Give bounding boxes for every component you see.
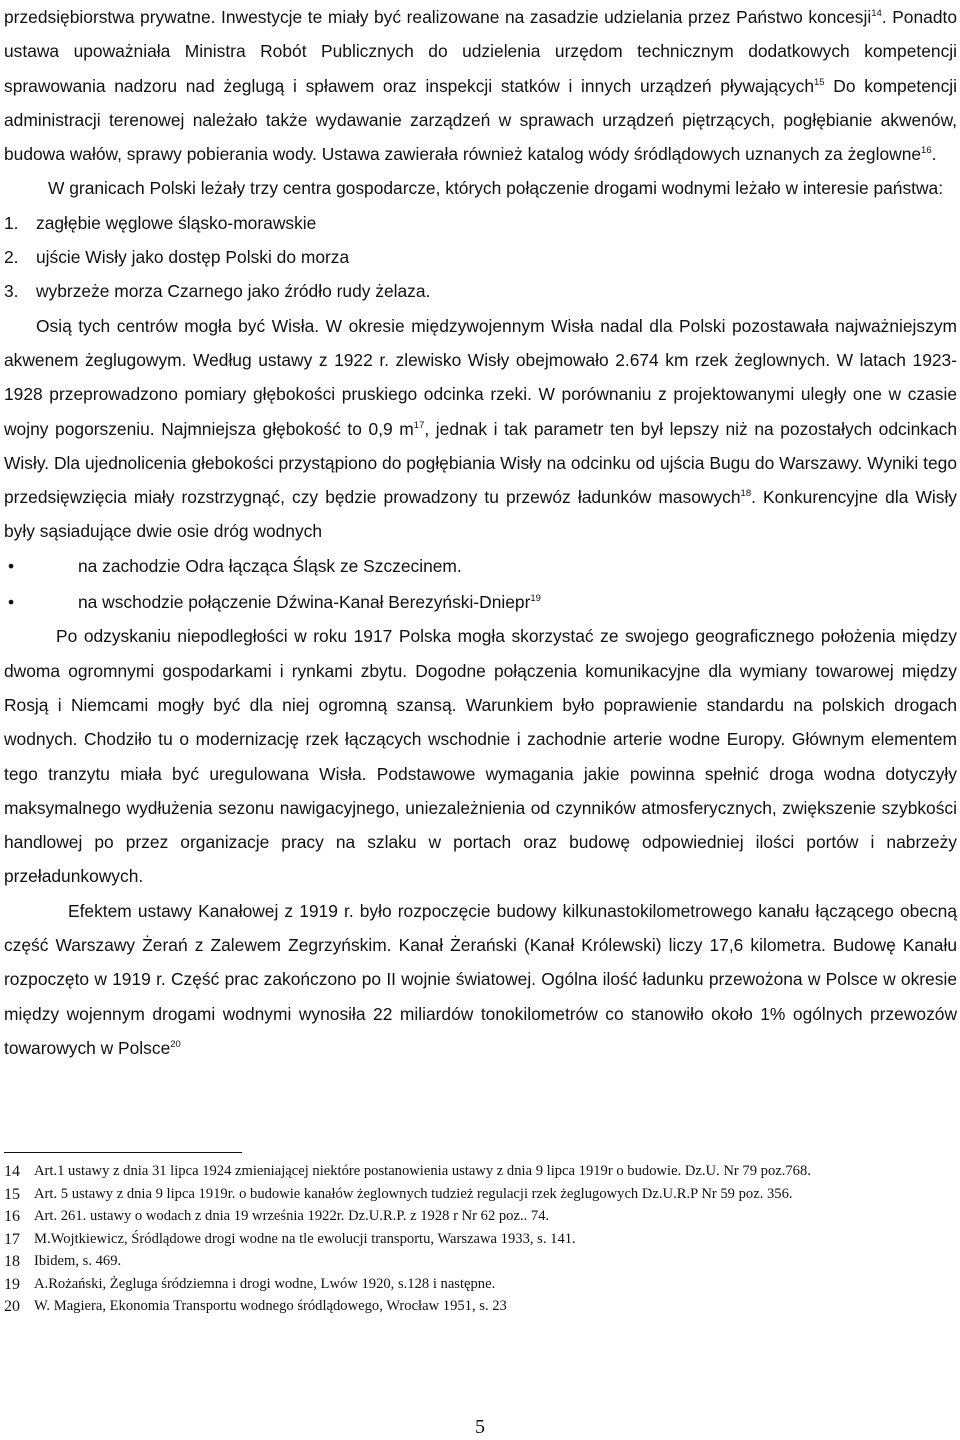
paragraph-text: .	[931, 144, 937, 165]
paragraph-text: . Konkurencyjne dla Wisły były sąsiadujące dwie osie dróg wodnych	[4, 487, 958, 542]
footnote-text: M.Wojtkiewicz, Śródlądowe drogi wodne na tle ewolucji transportu, Warszawa 1933, s. 141.	[34, 1230, 576, 1247]
bullet-item	[4, 585, 957, 619]
footnote-ref-19[interactable]: 19	[530, 593, 541, 605]
bullet-text: na zachodzie Odra łącząca Śląsk ze Szczecinem.	[78, 555, 462, 576]
paragraph-text: przedsiębiorstwa prywatne. Inwestycje te miały być realizowane na zasadzie udzielania przez Państwo koncesji	[4, 7, 872, 27]
footnote-text: W. Magiera, Ekonomia Transportu wodnego śródlądowego, Wrocław 1951, s. 23	[34, 1298, 507, 1314]
list-number: 2.	[4, 247, 19, 268]
footnote-number: 20	[4, 1298, 20, 1315]
paragraph-4: Po odzyskaniu niepodległości w roku 1917 Polska mogła skorzystać ze swojego geograficznego położenia między dwoma ogromnymi gospodarkami i rynkami zbytu. Dogodne połączenia komunikacyjne dla wymiany towarowej między Rosją i Niemcami mogły być dla niej ogromną szansą. Warunkiem było poprawienie standardu na polskich drogach wodnych. Chodziło tu o modernizację rzek łączących wschodnie i zachodnie arterie wodne Europy. Głównym elementem tego tranzytu miała być uregulowana Wisła. Podstawowe wymagania jakie powinna spełnić droga wodna dotyczyły maksymalnego wydłużenia sezonu nawigacyjnego, uniezależnienia od czynników atmosferycznych, zwiększenie szybkości handlowej po przez organizacje pracy na szlaku w portach oraz budowę odpowiedniej ilości portów i nabrzeży przeładunkowych.	[4, 626, 957, 887]
footnote-ref-20[interactable]: 20	[170, 1038, 181, 1050]
paragraph-text: Osią tych centrów mogła być Wisła. W okresie międzywojennym Wisła nadal dla Polski pozostawała najważniejszym akwenem żeglugowym. Według ustawy z 1922 r. zlewisko Wisły obejmowało 2.674 km rzek żeglownych. W latach 1923-1928 przeprowadzono pomiary głębokości pruskiego odcinka rzeki. W porównaniu z projektowanymi uległy one w czasie wojny pogorszeniu. Najmniejsza głębokość to 0,9 m	[4, 315, 957, 439]
footnote-text: Art.1 ustawy z dnia 31 lipca 1924 zmieniającej niektóre postanowienia ustawy z dnia 9 lipca 1919r o budowie. Dz.U. Nr 79 poz.768.	[34, 1163, 811, 1179]
list-item-text: wybrzeże morza Czarnego jako źródło rudy żelaza.	[36, 281, 431, 302]
footnote-number: 18	[4, 1253, 20, 1270]
footnote-15	[4, 1185, 956, 1205]
footnote-ref-17[interactable]: 17	[413, 419, 425, 431]
footnote-number: 14	[4, 1163, 20, 1180]
footnote-20	[4, 1297, 956, 1317]
paragraph-text: . Ponadto ustawa upoważniała Ministra Robót Publicznych do udzielenia urzędom technicznym dodatkowych kompetencji sprawowania nadzoru nad żeglugą i spławem oraz inspekcji statków i innych urządzeń pływających	[4, 7, 957, 96]
list-item-text: zagłębie węglowe śląsko-morawskie	[36, 212, 317, 233]
paragraph-text: Do kompetencji administracji terenowej należało także wydawanie zarządzeń w sprawach urządzeń piętrzących, pogłębianie akwenów, budowa wałów, sprawy pobierania wody. Ustawa zawierała również katalog wódy śródlądowych uznanych za żeglowne	[4, 75, 957, 165]
footnote-18	[4, 1252, 956, 1272]
footnote-number: 17	[4, 1230, 20, 1248]
footnote-text: A.Rożański, Żegluga śródziemna i drogi wodne, Lwów 1920, s.128 i następne.	[34, 1275, 496, 1292]
list-item	[4, 274, 957, 308]
footnote-ref-15[interactable]: 15	[814, 76, 825, 88]
list-item	[4, 240, 957, 274]
paragraph-3	[4, 309, 957, 549]
page-number: 5	[475, 1416, 485, 1438]
footnote-number: 15	[4, 1185, 20, 1203]
paragraph-1	[4, 0, 957, 171]
footnote-number: 19	[4, 1275, 20, 1293]
footnote-ref-14[interactable]: 14	[871, 8, 882, 19]
body-text	[4, 0, 957, 1065]
footnote-17	[4, 1230, 956, 1250]
list-item-text: ujście Wisły jako dostęp Polski do morza	[36, 247, 350, 268]
paragraph-text: , jednak i tak parametr ten był lepszy niż na pozostałych odcinkach Wisły. Dla ujednolicenia głebokości przystąpiono do pogłębiania Wisły na odcinku od ujścia Bugu do Warszawy. Wyniki tego przedsięwzięcia miały rozstrzygnąć, czy będzie prowadzony tu przewóz ładunków masowych	[4, 418, 957, 508]
footnote-text: Art. 261. ustawy o wodach z dnia 19 września 1922r. Dz.U.R.P. z 1928 r Nr 62 poz.. 74.	[34, 1208, 550, 1224]
footnote-text: Ibidem, s. 469.	[34, 1253, 122, 1269]
paragraph-text: Efektem ustawy Kanałowej z 1919 r. było rozpoczęcie budowy kilkunastokilometrowego kanału łączącego obecną część Warszawy Żerań z Zalewem Zegrzyńskim. Kanał Żerański (Kanał Królewski) liczy 17,6 kilometra. Budowę Kanału rozpoczęto w 1919 r. Część prac zakończono po II wojnie światowej. Ogólna ilość ładunku przewożona w Polsce w okresie między wojennym drogami wodnymi wynosiła 22 miliardów tonokilometrów co stanowiło około 1% ogólnych przewozów towarowych w Polsce	[4, 900, 957, 1058]
bullet-icon: •	[8, 592, 15, 613]
footnote-divider	[4, 1152, 242, 1153]
footnote-number: 16	[4, 1208, 20, 1225]
bullet-icon: •	[8, 555, 15, 576]
paragraph-2: W granicach Polski leżały trzy centra gospodarcze, których połączenie drogami wodnymi leżało w interesie państwa:	[48, 178, 944, 199]
paragraph-5	[4, 894, 957, 1065]
list-item	[4, 206, 957, 240]
footnote-19	[4, 1275, 956, 1295]
list-number: 1.	[4, 212, 19, 233]
footnote-ref-16[interactable]: 16	[921, 145, 932, 157]
footnote-text: Art. 5 ustawy z dnia 9 lipca 1919r. o budowie kanałów żeglownych tudzież regulacji rzek żeglugowych Dz.U.R.P Nr 59 poz. 356.	[34, 1185, 793, 1202]
list-number: 3.	[4, 281, 19, 302]
bullet-text: na wschodzie połączenie Dźwina-Kanał Berezyński-Dniepr	[78, 592, 531, 613]
footnote-16	[4, 1207, 956, 1227]
footnotes-section	[4, 1152, 956, 1320]
footnote-ref-18[interactable]: 18	[740, 488, 752, 500]
footnote-14	[4, 1162, 956, 1182]
bullet-item	[4, 549, 957, 583]
